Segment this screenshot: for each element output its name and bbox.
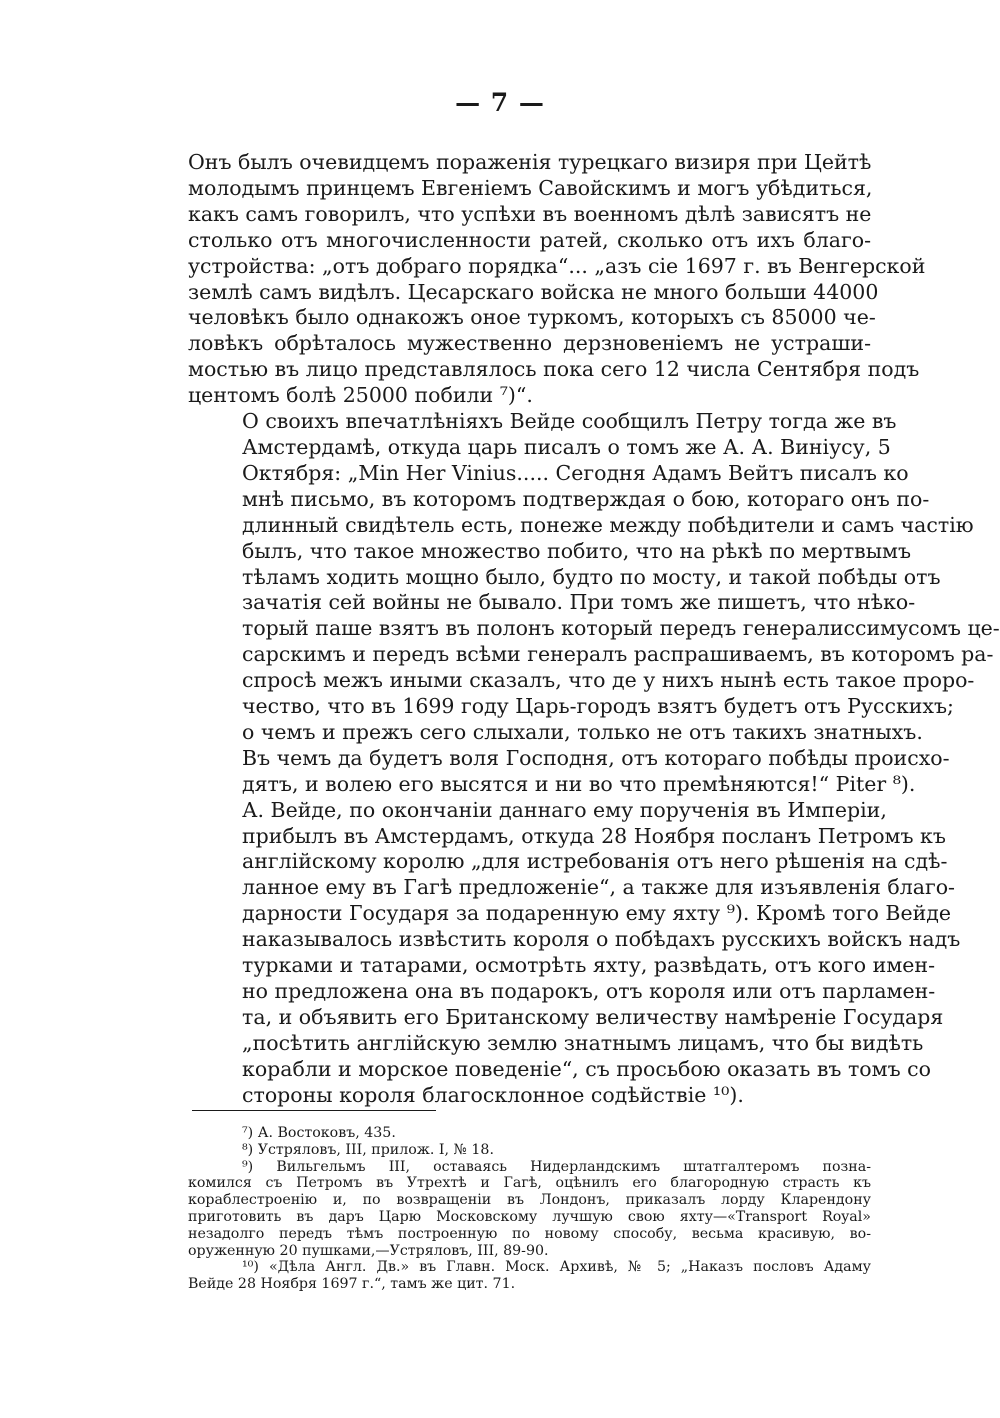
text-line: стороны короля благосклонное содѣйствіе ¹⁰).	[242, 1082, 744, 1107]
footnote-line: ¹⁰) «Дѣла Англ. Дв.» въ Главн. Моск. Архивѣ, № 5; „Наказъ пословъ Адаму	[242, 1259, 871, 1276]
footnote-line: ⁸) Устряловъ, III, прилож. I, № 18.	[242, 1141, 494, 1158]
text-line: землѣ самъ видѣлъ. Цесарскаго войска не много больши 44000	[188, 279, 879, 304]
text-line: О своихъ впечатлѣніяхъ Вейде сообщилъ Петру тогда же въ	[242, 409, 897, 434]
text-line: ловѣкъ обрѣталось мужественно дерзновеніемъ не устраши-	[188, 331, 871, 356]
text-line: А. Вейде, по окончаніи даннаго ему порученія въ Имперіи,	[242, 797, 887, 822]
text-line: наказывалось извѣстить короля о побѣдахъ русскихъ войскъ надъ	[242, 927, 961, 952]
text-line: спросѣ межъ иными сказалъ, что де у нихъ нынѣ есть такое проро-	[242, 668, 975, 693]
text-line: турками и татарами, осмотрѣть яхту, развѣдать, отъ кого имен-	[242, 953, 935, 978]
footnote-line: ⁹) Вильгельмъ III, оставаясь Нидерландскимъ штатгалтеромъ позна-	[242, 1158, 871, 1175]
text-line: дарности Государя за подаренную ему яхту ⁹). Кромѣ того Вейде	[242, 901, 951, 926]
text-line: чество, что въ 1699 году Царь-городъ взятъ будетъ отъ Русскихъ;	[242, 694, 954, 719]
text-line: мостью въ лицо представлялось пока сего 12 числа Сентября подъ	[188, 357, 920, 382]
text-line: прибылъ въ Амстердамъ, откуда 28 Ноября посланъ Петромъ къ	[242, 823, 946, 848]
text-line: столько отъ многочисленности ратей, сколько отъ ихъ благо-	[188, 227, 871, 252]
text-line: Онъ былъ очевидцемъ пораженія турецкаго визиря при Цейтѣ	[188, 150, 872, 174]
footnote-line: комился съ Петромъ въ Утрехтѣ и Гагѣ, оцѣнилъ его благородную страсть къ	[188, 1175, 871, 1192]
text-line: тѣламъ ходить мощно было, будто по мосту, и такой побѣды отъ	[242, 564, 941, 589]
footnote-line: ⁷) А. Востоковъ, 435.	[242, 1125, 396, 1141]
text-line: сарскимъ и передъ всѣми генералъ распрашиваемъ, въ которомъ ра-	[242, 642, 994, 667]
text-line: дятъ, и волею его высятся и ни во что премѣняются!“ Piter ⁸).	[242, 771, 916, 796]
footnote-7	[188, 1125, 871, 1142]
footnotes	[188, 1125, 871, 1293]
main-text	[188, 150, 1000, 1109]
footnote-line: кораблестроенію и, по возвращеніи въ Лондонъ, приказалъ лорду Кларендону	[188, 1192, 871, 1209]
footnote-9	[188, 1159, 871, 1260]
text-line: Въ чемъ да будетъ воля Господня, отъ котораго побѣды происхо-	[242, 745, 950, 770]
text-line: былъ, что такое множество побито, что на рѣкѣ по мертвымъ	[242, 538, 912, 563]
text-line: Октября: „Min Her Vinius..... Сегодня Адамъ Вейтъ писалъ ко	[242, 460, 909, 485]
text-line: центомъ болѣ 25000 побили ⁷)“.	[188, 383, 533, 408]
paragraph-3	[188, 797, 961, 1109]
text-line: ланное ему въ Гагѣ предложеніе“, а также для изъявленія благо-	[242, 875, 955, 900]
text-line: та, и объявить его Британскому величеству намѣреніе Государя	[242, 1004, 944, 1029]
text-line: но предложена она въ подарокъ, отъ короля или отъ парламен-	[242, 979, 936, 1003]
text-line: зачатія сей войны не бывало. При томъ же пишетъ, что нѣко-	[242, 590, 916, 615]
paragraph-1	[188, 150, 926, 409]
text-line: длинный свидѣтель есть, понеже между побѣдители и самъ частію	[242, 512, 974, 537]
footnote-line: незадолго передъ тѣмъ построенную по новому способу, весьма красивую, во-	[188, 1225, 871, 1242]
text-line: человѣкъ было однакожъ оное туркомъ, которыхъ съ 85000 че-	[188, 305, 876, 330]
text-line: устройства: „отъ добраго порядка“... „азъ сіе 1697 г. въ Венгерской	[188, 253, 926, 278]
text-line: англійскому королю „для истребованія отъ него рѣшенія на сдѣ-	[242, 849, 948, 874]
text-line: мнѣ письмо, въ которомъ подтверждая о бою, котораго онъ по-	[242, 486, 930, 511]
text-line: какъ самъ говорилъ, что успѣхи въ военномъ дѣлѣ зависятъ не	[188, 201, 872, 226]
text-line: Амстердамѣ, откуда царь писалъ о томъ же А. А. Виніусу, 5	[242, 434, 891, 459]
text-line: молодымъ принцемъ Евгеніемъ Савойскимъ и могъ убѣдиться,	[188, 175, 873, 200]
footnote-divider	[192, 1110, 436, 1111]
footnote-8	[188, 1142, 871, 1159]
footnote-line: приготовить въ даръ Царю Московскому лучшую свою яхту—«Transport Royal»	[188, 1208, 871, 1225]
footnote-line: оруженную 20 пушками,—Устряловъ, III, 89-90.	[188, 1242, 549, 1259]
paragraph-2	[188, 409, 1000, 798]
text-line: торый паше взятъ въ полонъ который передъ генералиссимусомъ це-	[242, 616, 1000, 641]
text-line: „посѣтить англійскую землю знатнымъ лицамъ, что бы видѣть	[242, 1030, 924, 1055]
footnote-line: Вейде 28 Ноября 1697 г.“, тамъ же цит. 71.	[188, 1276, 516, 1293]
page-number: — 7 —	[455, 88, 545, 117]
footnote-10	[188, 1259, 871, 1293]
text-line: корабли и морское поведеніе“, съ просьбою оказать въ томъ со	[242, 1056, 931, 1081]
text-line: о чемъ и прежъ сего слыхали, только не отъ такихъ знатныхъ.	[242, 719, 923, 744]
